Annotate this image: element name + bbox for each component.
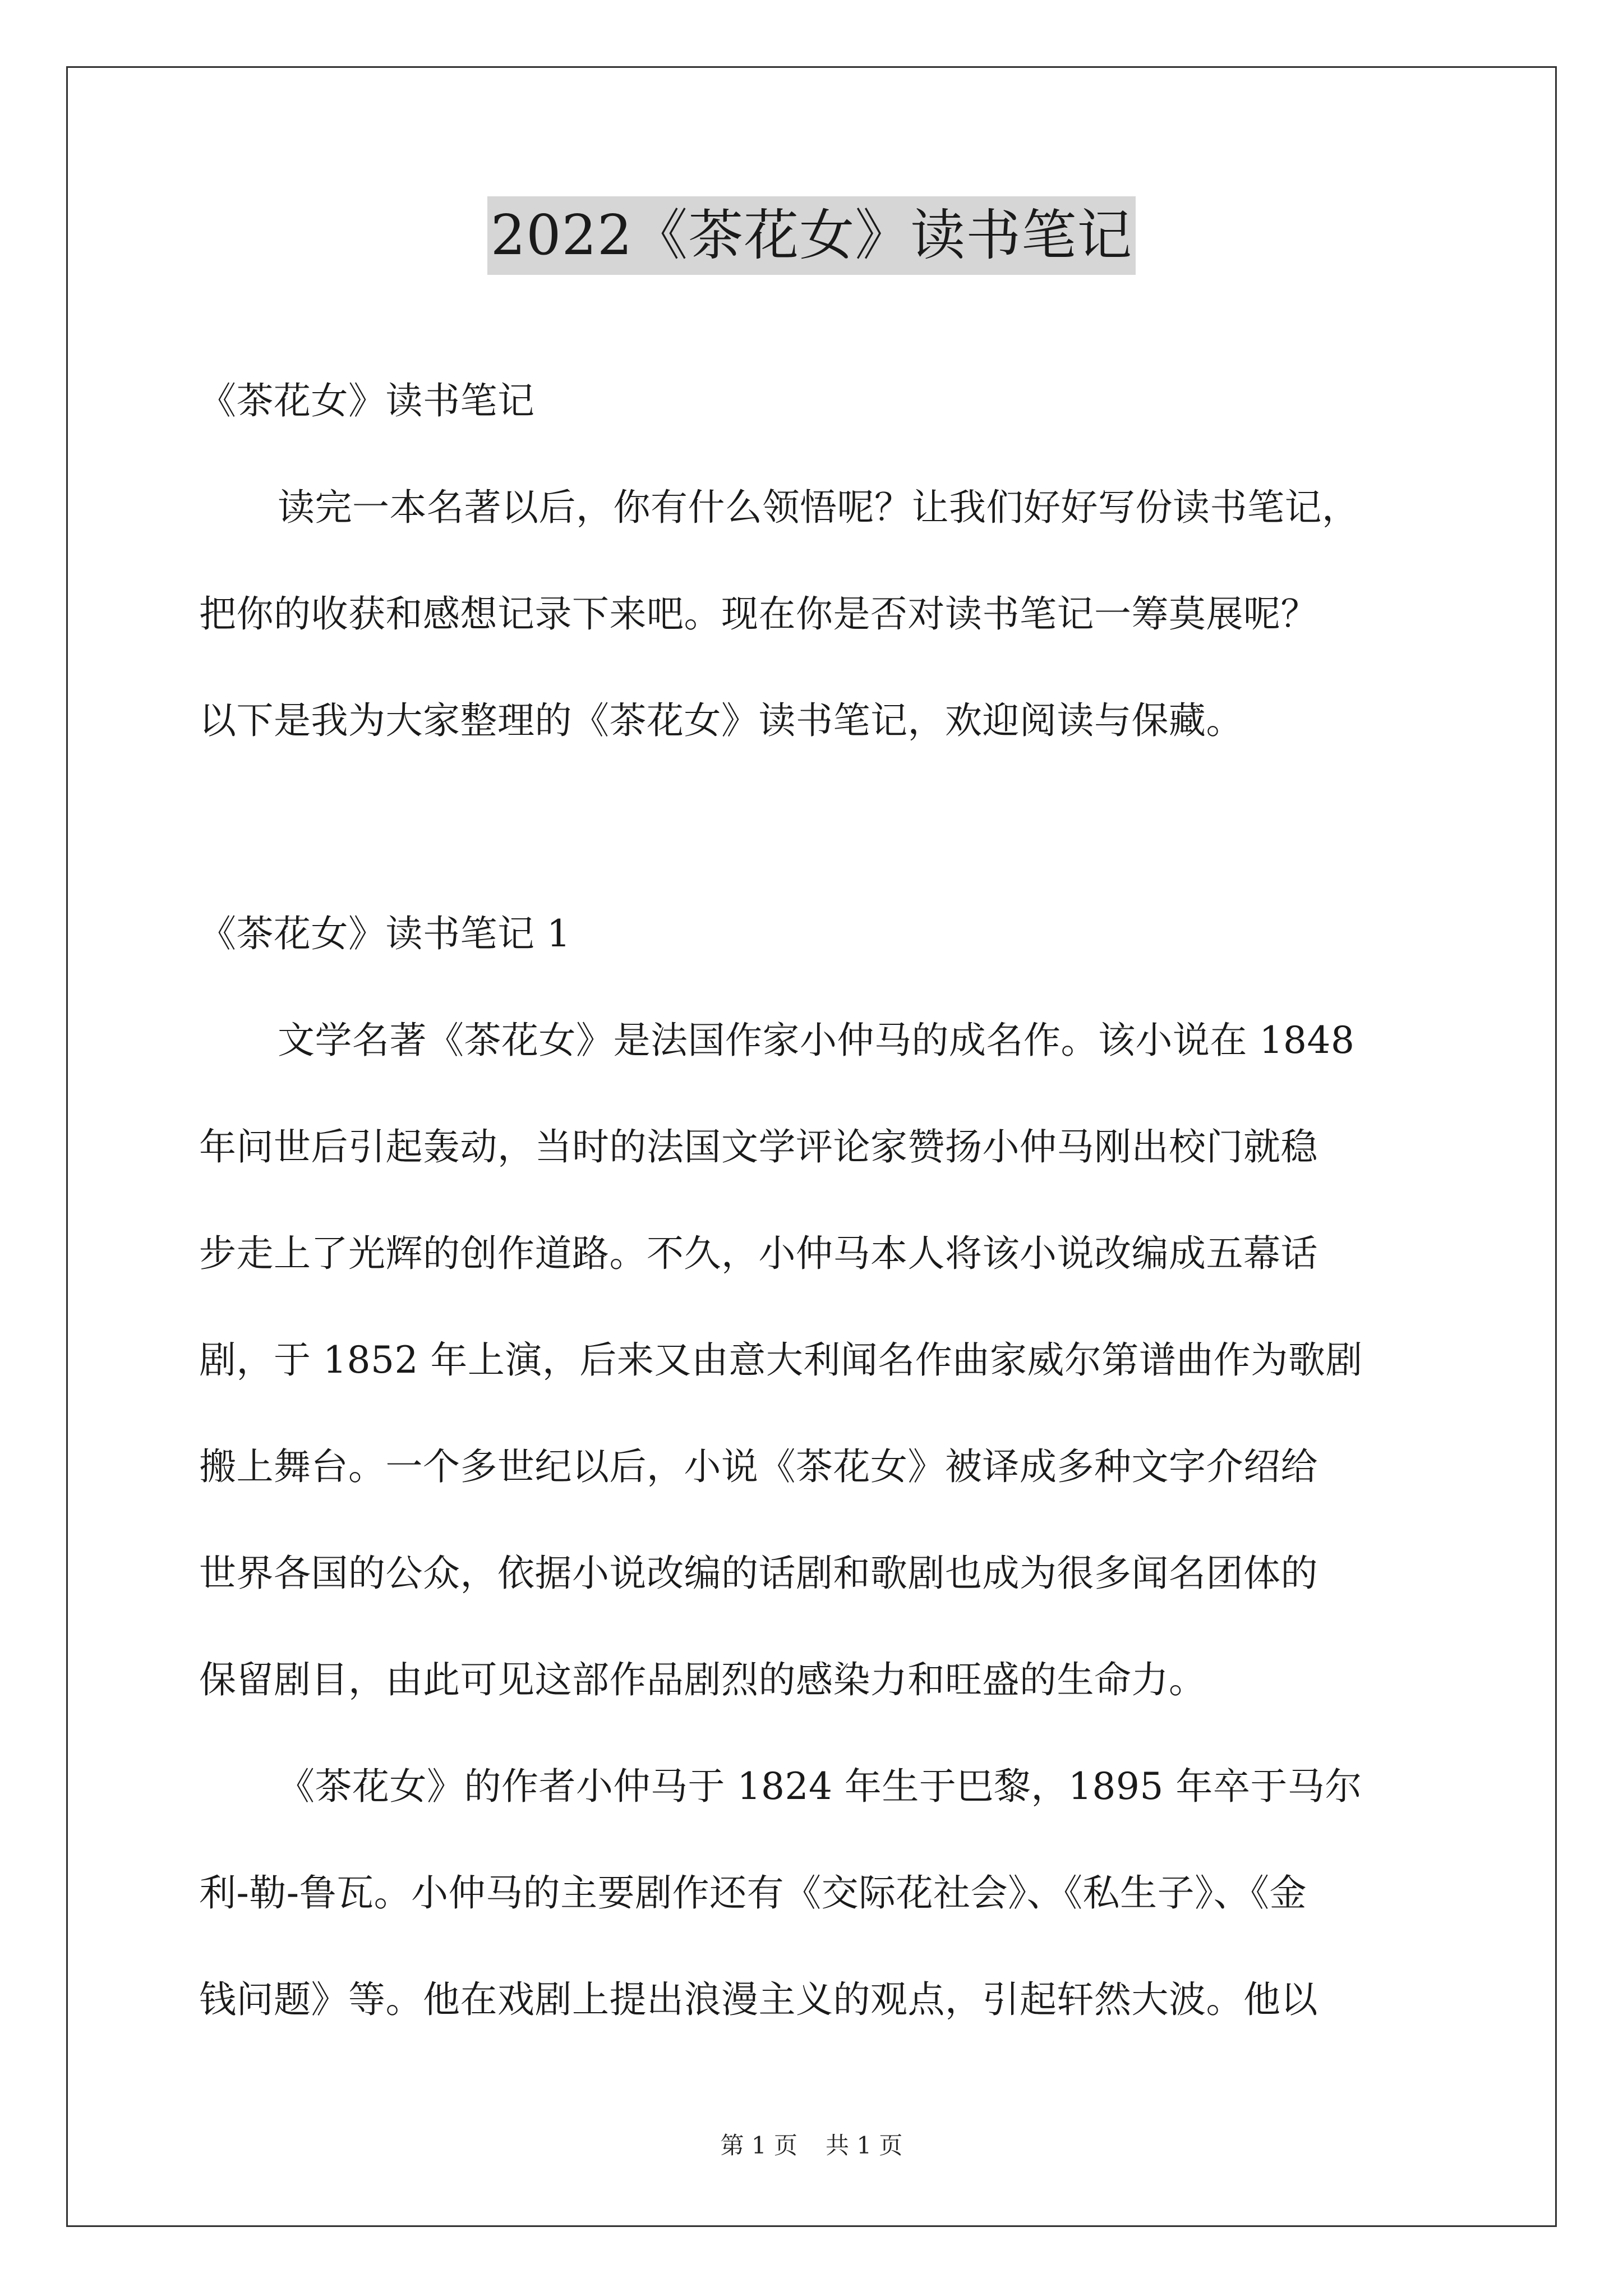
text-line: 文学名著《茶花女》是法国作家小仲马的成名作。该小说在 1848 — [278, 1019, 1355, 1062]
text-line: 以下是我为大家整理的《茶花女》读书笔记，欢迎阅读与保藏。 — [199, 699, 1243, 742]
page-total: 共 1 页 — [826, 2132, 903, 2159]
text-line: 保留剧目，由此可见这部作品剧烈的感染力和旺盛的生命力。 — [199, 1658, 1206, 1701]
text-line: 读完一本名著以后，你有什么领悟呢？让我们好好写份读书笔记， — [278, 486, 1359, 529]
text-line: 搬上舞台。一个多世纪以后，小说《茶花女》被译成多种文字介绍给 — [199, 1445, 1318, 1488]
text-line: 把你的收获和感想记录下来吧。现在你是否对读书笔记一筹莫展呢？ — [199, 592, 1318, 636]
text-line: 世界各国的公众，依据小说改编的话剧和歌剧也成为很多闻名团体的 — [199, 1552, 1318, 1595]
section-heading: 《茶花女》读书笔记 1 — [199, 912, 571, 955]
blank-line — [199, 774, 1433, 881]
page-number: 第 1 页 — [720, 2132, 797, 2159]
text-line: 年问世后引起轰动，当时的法国文学评论家赞扬小仲马刚出校门就稳 — [199, 1125, 1318, 1168]
document-title: 2022《茶花女》读书笔记 — [487, 196, 1136, 275]
text-line: 《茶花女》的作者小仲马于 1824 年生于巴黎，1895 年卒于马尔 — [278, 1765, 1362, 1808]
page-footer — [0, 2129, 1623, 2162]
title-wrap — [0, 196, 1623, 275]
text-line: 步走上了光辉的创作道路。不久，小仲马本人将该小说改编成五幕话 — [199, 1232, 1318, 1275]
text-line: 《茶花女》读书笔记 — [199, 379, 535, 422]
text-line: 利-勒-鲁瓦。小仲马的主要剧作还有《交际花社会》、《私生子》、《金 — [199, 1871, 1307, 1915]
text-line: 钱问题》等。他在戏剧上提出浪漫主义的观点，引起轩然大波。他以 — [199, 1978, 1318, 2021]
text-line: 剧，于 1852 年上演，后来又由意大利闻名作曲家威尔第谱曲作为歌剧 — [199, 1338, 1363, 1382]
document-body — [199, 348, 1433, 2053]
